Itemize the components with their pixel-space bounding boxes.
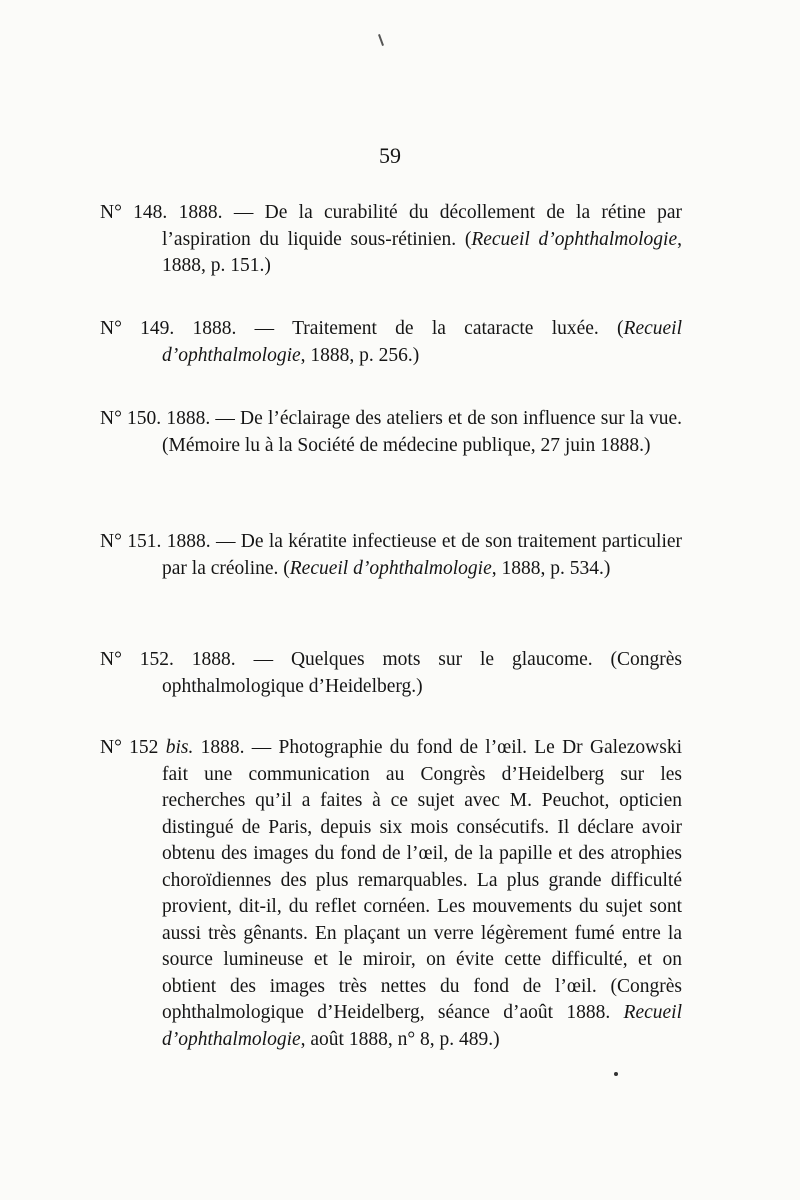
entry-journal: Recueil d’ophthalmologie (289, 557, 492, 579)
page-number: 59 (379, 143, 401, 168)
entry-journal: Recueil d’ophthalmologie (162, 318, 683, 366)
entry-journal: Recueil d’ophthalmologie (471, 228, 678, 250)
bibliography-entry-149 (100, 316, 682, 369)
entry-text: — De la kératite infectieuse et de son traitement particulier par la créoline. ( (162, 531, 683, 579)
entry-citation: , 1888, p. 534.) (491, 557, 611, 579)
entry-number: N° 152. (100, 649, 174, 670)
entry-text: — De l’éclairage des ateliers et de son influence sur la vue. (Mémoire lu à la Société de médecine publique, 27 juin 1888.) (162, 408, 683, 456)
entry-number: N° 152 (100, 737, 159, 758)
entry-year: 1888. (192, 318, 237, 339)
bibliography-entry-151 (100, 529, 682, 582)
entry-number: N° 150. (100, 408, 162, 429)
bibliography-entry-150 (100, 406, 682, 459)
entry-text: — Photographie du fond de l’œil. Le Dr Galezowski fait une communication au Congrès d’Heidelberg sur les recherches qu’il a faites à ce sujet avec M. Peuchot, opticien distingué de Paris, depuis six mois consécutifs. Il déclare avoir obtenu des images du fond de l’œil, de la papille et des atrophies choroïdiennes des plus remarquables. La plus grande difficulté provient, dit-il, du reflet cornéen. Les mouvements du sujet sont aussi très gênants. En plaçant un verre légèrement fumé entre la source lumineuse et le miroir, on évite cette difficulté, et on obtient des images très nettes du fond de l’œil. (Congrès ophthalmologique d’Heidelberg, séance d’août 1888. (162, 737, 682, 1023)
entry-text: — Quelques mots sur le glaucome. (Congrès ophthalmologique d’Heidelberg.) (162, 649, 683, 697)
entry-number: N° 149. (100, 318, 175, 339)
entry-citation: , août 1888, n° 8, p. 489.) (300, 1028, 500, 1050)
entry-journal: Recueil d’ophthalmologie (162, 1002, 682, 1050)
entry-year: 1888. (200, 737, 245, 758)
bibliography-entry-152 (100, 647, 682, 700)
entry-year: 1888. (178, 202, 223, 223)
entry-year: 1888. (166, 408, 211, 429)
entry-number-suffix: bis. (165, 737, 194, 758)
entry-year: 1888. (166, 531, 211, 552)
entry-number: N° 151. (100, 531, 162, 552)
entry-citation: , 1888, p. 256.) (300, 344, 420, 366)
scan-mark (378, 34, 384, 46)
entry-year: 1888. (191, 649, 236, 670)
bibliography-entry-148 (100, 200, 682, 280)
entry-text: — Traitement de la cataracte luxée. ( (254, 318, 624, 339)
bibliography-entry-152-bis (100, 735, 682, 1053)
entry-number: N° 148. (100, 202, 168, 223)
entry-text: — De la curabilité du décollement de la rétine par l’aspiration du liquide sous-rétinien. ( (162, 202, 683, 250)
scan-speck (614, 1072, 618, 1076)
entry-citation: , 1888, p. 151.) (162, 228, 682, 276)
